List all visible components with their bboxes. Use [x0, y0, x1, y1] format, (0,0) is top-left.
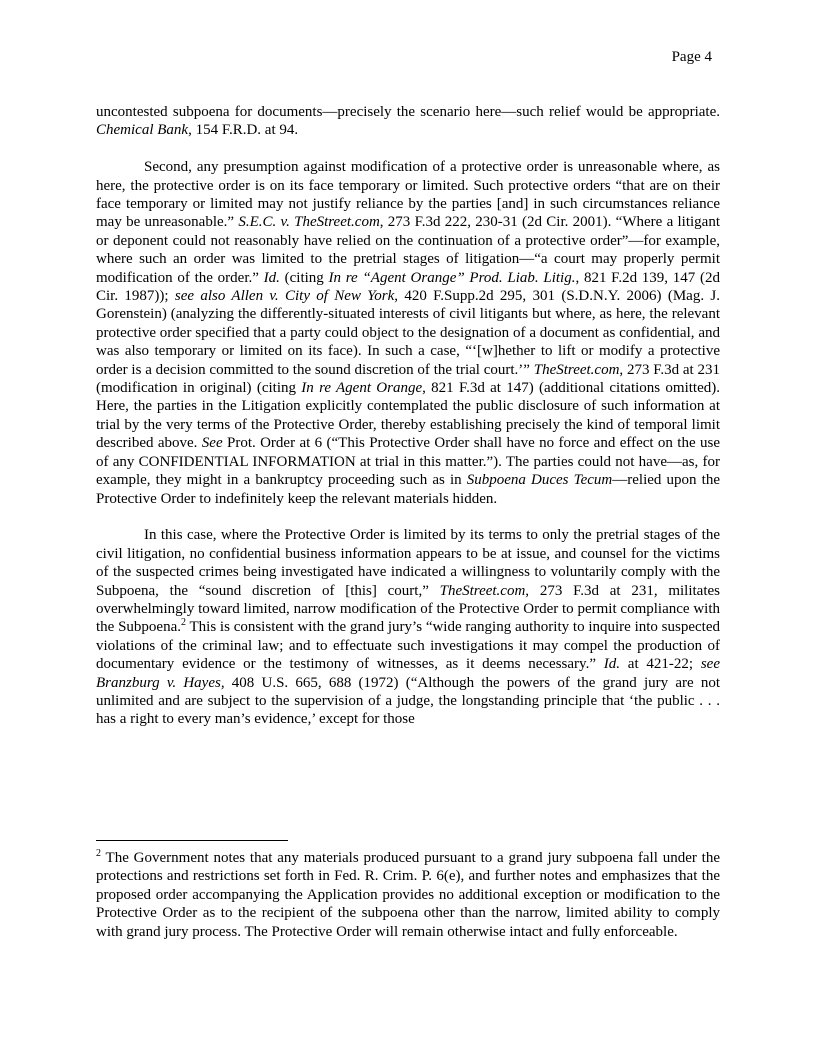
- citation-italic: TheStreet.com: [439, 582, 526, 599]
- paragraph-in-this-case: [96, 526, 720, 728]
- text-run: , 273 F.3d at 231 (modification in original) (citing: [96, 361, 720, 397]
- text-run: In this case, where the Protective Order is limited by its terms to only the pretrial stages of the civil litigation, no confidential business information appears to be at issue, and counsel for the victims of the suspected crimes being investigated have indicated a willingness to voluntarily comply with the Subpoena, the “sound discretion of [this] court,”: [96, 527, 720, 599]
- footnote: [96, 849, 720, 941]
- citation-italic: see also Allen v. City of New York: [174, 288, 395, 305]
- text-run: Second, any presumption against modification of a protective order is unreasonable where, as here, the protective order is on its face temporary or limited. Such protective orders “that are on their face temporary or limited may not justify reliance by the parties [and] in such circumstances reliance may be unreasonable.”: [96, 159, 720, 231]
- footnote-divider: [96, 840, 288, 841]
- text-run: , 408 U.S. 665, 688 (1972) (“Although the powers of the grand jury are not unlimited and are subject to the supervision of a judge, the longstanding principle that ‘the public . . . has a right to every man’s evidence,’ except for those: [96, 674, 721, 728]
- citation-italic: Id.: [263, 269, 280, 286]
- citation-italic: See: [201, 435, 223, 452]
- text-run: , 821 F.3d at 147) (additional citations omitted). Here, the parties in the Litigation explicitly contemplated the public disclosure of such information at trial by the very terms of the Protective Order, thereby establishing precisely the kind of temporal limit described above.: [96, 380, 721, 452]
- text-run: This is consistent with the grand jury’s “wide ranging authority to inquire into suspected violations of the criminal law; and to effectuate such investigations it may compel the production of documentary evidence or the testimony of witnesses, as it deems necessary.”: [96, 619, 720, 673]
- footnote-marker: 2: [96, 848, 101, 859]
- text-run: , 273 F.3d 222, 230-31 (2d Cir. 2001). “Where a litigant or deponent could not reasonably have relied on the continuation of a protective order”—for example, where such an order was limited to the pretrial stages of litigation—“a court may properly permit modification of the order.”: [96, 214, 720, 286]
- text-run: —relied upon the Protective Order to indefinitely keep the relevant materials hidden.: [96, 472, 720, 507]
- text-run: , 154 F.R.D. at 94.: [188, 122, 299, 139]
- footnote-reference: 2: [181, 617, 186, 629]
- text-run: , 273 F.3d at 231, militates overwhelmingly toward limited, narrow modification of the Protective Order to permit compliance with the Subpoena.: [96, 582, 720, 636]
- citation-italic: Chemical Bank: [96, 122, 189, 139]
- citation-italic: Id.: [603, 656, 621, 673]
- body-text: [96, 103, 720, 747]
- citation-italic: Subpoena Duces Tecum: [466, 472, 613, 489]
- paragraph-continuation: [96, 103, 720, 140]
- footnote-text: The Government notes that any materials produced pursuant to a grand jury subpoena fall under the protections and restrictions set forth in Fed. R. Crim. P. 6(e), and further notes and emphasizes that the proposed order accompanying the Application provides no additional exception or modification to the Protective Order as to the recipient of the subpoena other than the narrow, limited ability to comply with grand jury process. The Protective Order will remain otherwise intact and fully enforceable.: [96, 850, 720, 940]
- text-run: , 420 F.Supp.2d 295, 301 (S.D.N.Y. 2006) (Mag. J. Gorenstein) (analyzing the differently-situated interests of civil litigants but where, as here, the relevant protective order specified that a party could object to the designation of a document as confidential, and was also temporary or limited on its face). In such a case, “‘[w]hether to lift or modify a protective order is a decision committed to the sound discretion of the trial court.’”: [96, 288, 720, 378]
- text-run: Prot. Order at 6 (“This Protective Order shall have no force and effect on the use of any CONFIDENTIAL INFORMATION at trial in this matter.”). The parties could not have—as, for example, they might in a bankruptcy proceeding such as in: [96, 435, 720, 489]
- citation-italic: In re “Agent Orange” Prod. Liab. Litig.: [328, 269, 576, 286]
- text-run: , 821 F.2d 139, 147 (2d Cir. 1987));: [96, 269, 721, 305]
- citation-italic: see Branzburg v. Hayes: [96, 656, 720, 691]
- citation-italic: TheStreet.com: [533, 361, 620, 378]
- page-number: Page 4: [671, 49, 712, 65]
- citation-italic: In re Agent Orange: [301, 380, 423, 397]
- text-run: uncontested subpoena for documents—precisely the scenario here—such relief would be appropriate.: [96, 104, 720, 120]
- text-run: (citing: [279, 269, 329, 286]
- citation-italic: S.E.C. v. TheStreet.com: [238, 214, 380, 231]
- text-run: at 421-22;: [620, 656, 701, 673]
- paragraph-second-presumption: [96, 158, 720, 508]
